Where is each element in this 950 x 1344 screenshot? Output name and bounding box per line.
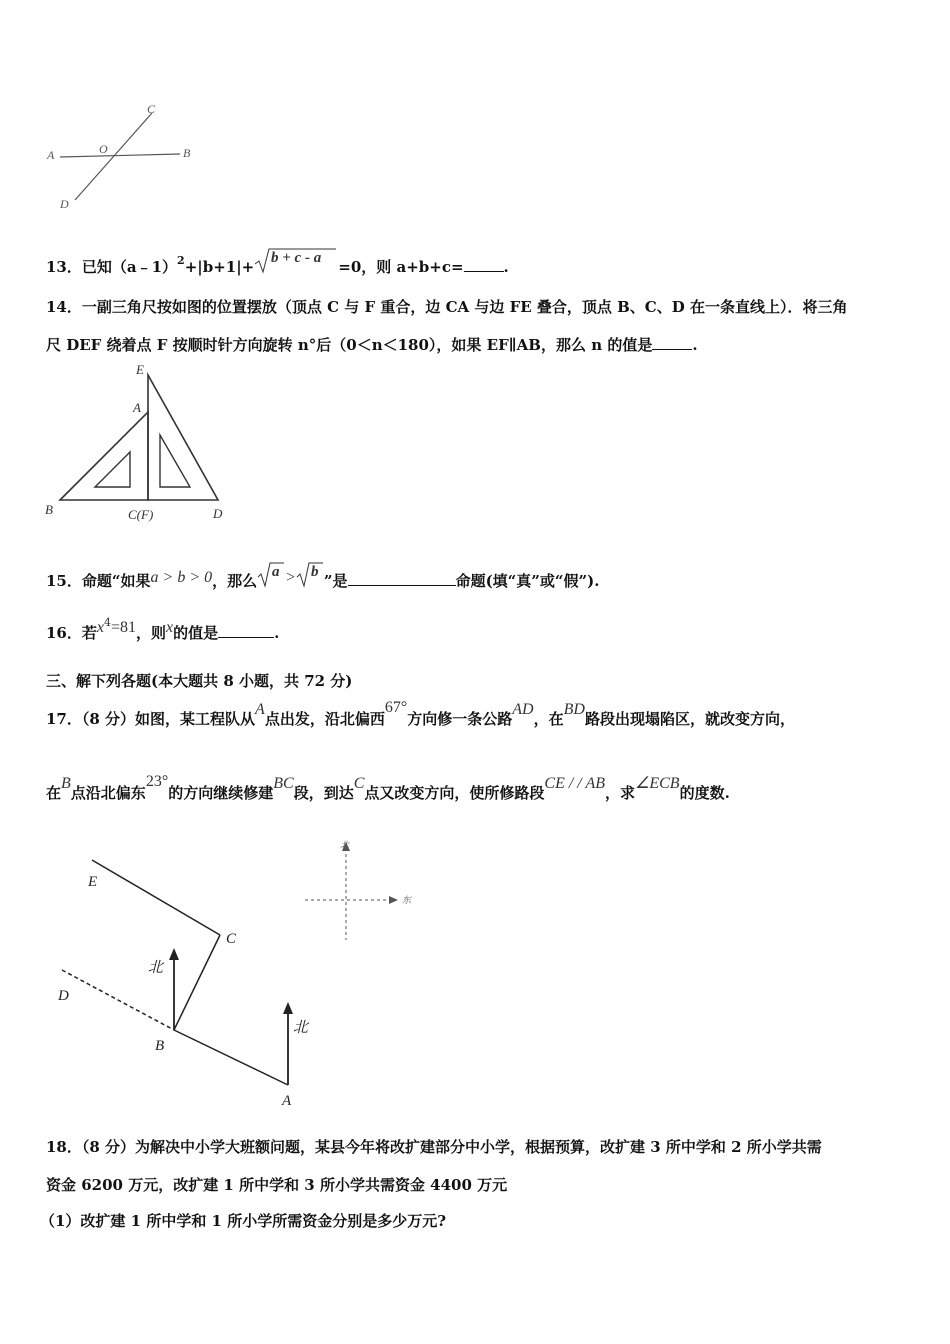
answer-blank-13[interactable]: [464, 271, 504, 272]
north-arrowhead-a: [283, 1002, 293, 1014]
section-3-heading: 三、解下列各题(本大题共 8 小题，共 72 分): [46, 672, 353, 690]
label-a-road: A: [282, 1093, 292, 1109]
label-b-tri: B: [45, 502, 53, 517]
label-e-road: E: [88, 874, 98, 890]
label-cf: C(F): [128, 507, 154, 522]
segment-ba: [174, 1030, 288, 1085]
answer-blank-15[interactable]: [348, 585, 456, 586]
svg-text:a: a: [272, 564, 280, 580]
compass-north-label: 北: [340, 840, 350, 850]
question-17-line2: 在B点沿北偏东23°的方向继续修建BC段，到达C点又改变方向，使所修路段CE / / AB，求∠ECB的度数.: [46, 773, 730, 802]
figure-set-squares: [40, 360, 240, 525]
label-north-b: 北: [148, 960, 164, 976]
question-17-line1: 17．（8 分）如图，某工程队从A点出发，沿北偏西67°方向修一条公路AD，在BD路段出现塌陷区，就改变方向，: [46, 699, 795, 728]
svg-text:b + c - a: b + c - a: [271, 250, 322, 266]
question-18-line1: 18．（8 分）为解决中小学大班额问题，某县今年将改扩建部分中小学，根据预算，改扩建 3 所中学和 2 所小学共需: [46, 1138, 822, 1156]
sqrt-b-c-a: [254, 248, 338, 274]
figure-road: [40, 830, 440, 1110]
answer-blank-16[interactable]: [218, 637, 274, 638]
label-c: C: [147, 102, 156, 116]
label-b-road: B: [155, 1038, 165, 1054]
compass-east-arrowhead: [389, 896, 398, 904]
sqrt-a: [257, 562, 285, 588]
segment-db-dashed: [62, 970, 174, 1030]
inner-triangle-left: [95, 452, 130, 487]
north-arrowhead-b: [169, 948, 179, 960]
label-c-road: C: [226, 931, 237, 947]
label-a-tri: A: [133, 400, 141, 415]
sqrt-b: [296, 562, 324, 588]
triangle-def: [148, 375, 218, 500]
answer-blank-14[interactable]: [652, 349, 692, 350]
label-north-a: 北: [293, 1020, 309, 1036]
label-d: D: [60, 197, 69, 211]
question-18-line2: 资金 6200 万元，改扩建 1 所中学和 3 所小学共需资金 4400 万元: [46, 1176, 508, 1194]
label-d-tri: D: [213, 506, 223, 521]
segment-ec: [92, 860, 220, 935]
label-e: E: [136, 362, 144, 377]
question-18-part1: （1）改扩建 1 所中学和 1 所小学所需资金分别是多少万元?: [40, 1212, 446, 1230]
svg-text:b: b: [310, 564, 319, 580]
question-14-line2: 尺 DEF 绕着点 F 按顺时针方向旋转 n°后（0＜n＜180），如果 EF∥AB，那么 n 的值是 .: [46, 336, 698, 354]
line-ab: [60, 154, 180, 157]
question-13: 13．已知（a﹣1）$^2$+|b+1|+ b + c - a =0，则 a+b+c= .: [46, 250, 509, 276]
label-b: B: [183, 146, 191, 160]
compass-east-label: 东: [402, 895, 412, 905]
question-16: 16．若$x^4=81$，则x的值是 .: [46, 616, 280, 642]
label-a: A: [47, 148, 55, 162]
figure-intersecting-lines: [40, 95, 210, 220]
label-d-road: D: [58, 988, 69, 1004]
question-14-line1: 14．一副三角尺按如图的位置摆放（顶点 C 与 F 重合，边 CA 与边 FE 叠合，顶点 B、C、D 在一条直线上）．将三角: [46, 298, 848, 316]
segment-cb: [174, 935, 220, 1030]
question-15: 15．命题“如果a > b > 0，那么 a > b ”是 命题(填“真”或“假”).: [46, 564, 600, 590]
label-o: O: [99, 142, 108, 156]
